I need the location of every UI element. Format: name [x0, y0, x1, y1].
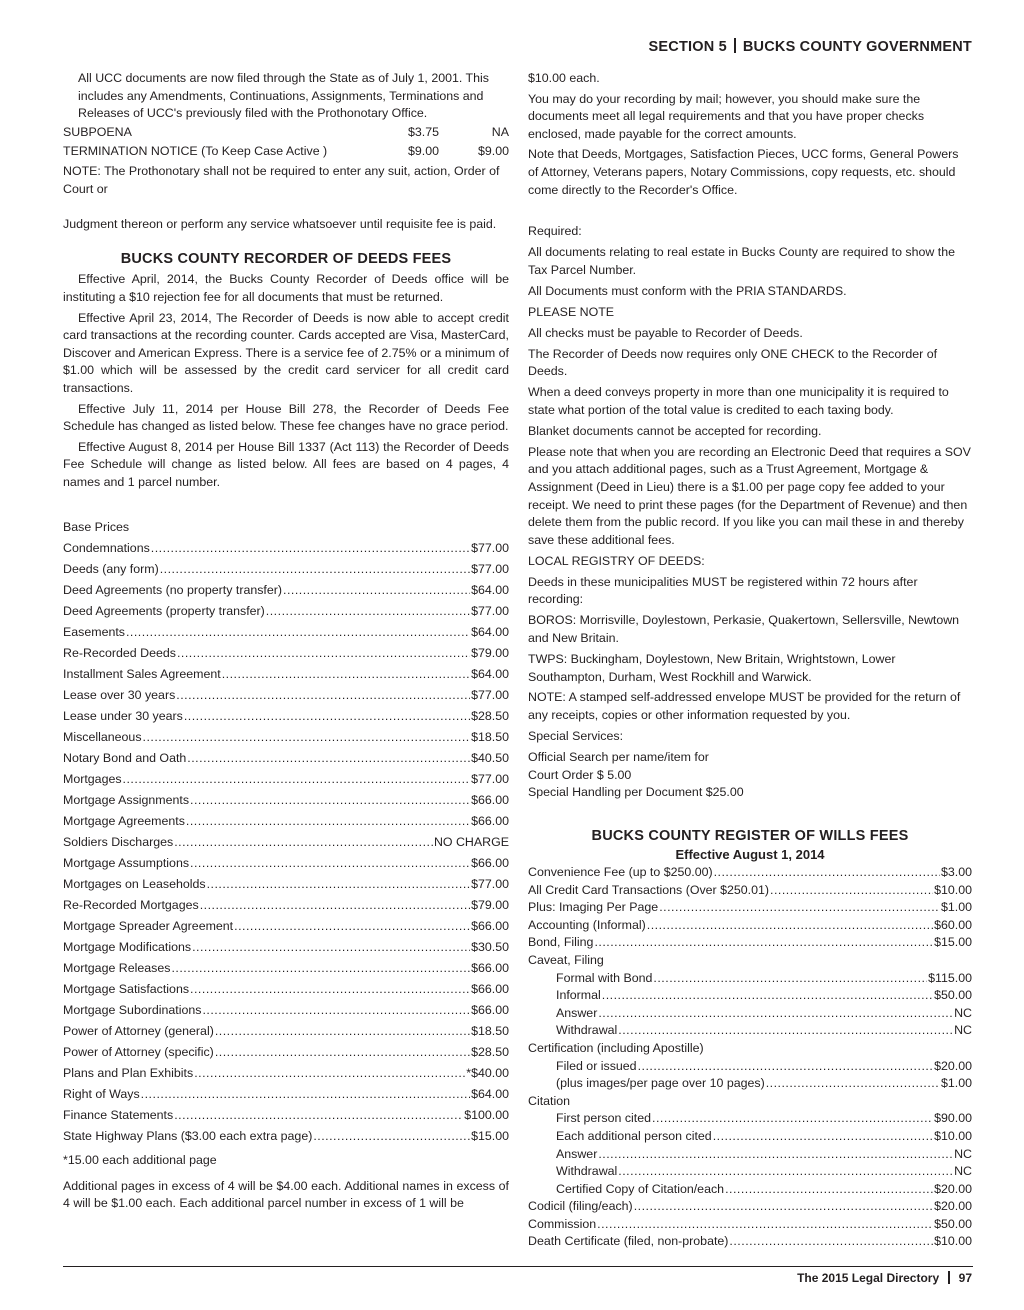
dot-leader — [190, 979, 470, 1000]
dot-leader — [160, 559, 470, 580]
fee-price: $3.00 — [940, 865, 972, 880]
fee-price: *$40.00 — [466, 1066, 509, 1081]
fee-row — [528, 882, 972, 900]
fee-row — [63, 769, 509, 790]
fee-category — [528, 952, 972, 970]
fee-price: $64.00 — [471, 667, 509, 682]
fee-name: Lease over 30 years — [63, 688, 176, 703]
special-services-list — [528, 749, 972, 802]
header-divider — [734, 38, 736, 53]
fee-row — [63, 1084, 509, 1105]
info-paragraph: You may do your recording by mail; however, you should make sure the documents meet all legal requirements and that you have proper checks enclosed, made payable for the correct amounts. — [528, 91, 925, 141]
dot-leader — [192, 937, 470, 958]
fee-name: Right of Ways — [63, 1087, 140, 1102]
ucc-paragraph: All UCC documents are now filed through the State as of July 1, 2001. This includes any Amendments, Continuations, Assignments, Terminations and Releases of UCC's previously filed with the Prothonotary Office. — [78, 71, 489, 121]
recorder-paragraph: Effective April, 2014, the Bucks County Recorder of Deeds office will be instituting a $10 rejection fee for all documents that must be returned. — [63, 272, 509, 304]
fee-name: Withdrawal — [556, 1164, 618, 1179]
info-paragraph: Note that Deeds, Mortgages, Satisfaction Pieces, UCC forms, General Powers of Attorney, Veterans papers, Notary Commissions, copy requests, etc. should come directly to the Recorder's Office. — [528, 147, 959, 197]
fee-row — [63, 853, 509, 874]
dot-leader — [141, 1084, 470, 1105]
info-paragraph: $10.00 each. — [528, 71, 600, 85]
fee-price: $77.00 — [471, 772, 509, 787]
fee-row — [528, 1146, 972, 1164]
special-service-item: Official Search per name/item for — [528, 750, 709, 765]
fee-price: $20.00 — [934, 1199, 972, 1214]
fee-row — [63, 706, 509, 727]
fee-amount: $9.00 — [407, 144, 439, 159]
dot-leader — [202, 1000, 470, 1021]
fee-name: Installment Sales Agreement — [63, 667, 221, 682]
recorder-paragraph: Effective August 8, 2014 per House Bill 1337 (Act 113) the Recorder of Deeds Fee Schedule will change as listed below. All fees are based on 4 pages, 4 names and 1 parcel number. — [63, 439, 509, 489]
fee-price: $77.00 — [471, 688, 509, 703]
fee-price: $66.00 — [471, 856, 509, 871]
fee-row — [528, 1216, 972, 1234]
prothonotary-fee-list — [63, 124, 509, 161]
dot-leader — [602, 987, 933, 1005]
fee-name: Power of Attorney (specific) — [63, 1045, 214, 1060]
dot-leader — [647, 917, 933, 935]
fee-price: $66.00 — [471, 814, 509, 829]
section-title: BUCKS COUNTY GOVERNMENT — [742, 39, 972, 55]
recorder-heading: BUCKS COUNTY RECORDER OF DEEDS FEES — [120, 250, 452, 267]
fee-row — [528, 864, 972, 882]
fee-row — [528, 1128, 972, 1146]
dot-leader — [177, 643, 470, 664]
fee-price: $40.50 — [471, 751, 509, 766]
fee-row — [63, 1000, 509, 1021]
fee-row — [63, 580, 509, 601]
fee-name: Mortgage Assignments — [63, 793, 190, 808]
fee-name: Easements — [63, 625, 125, 640]
fee-name: Answer — [556, 1146, 598, 1161]
fee-name: Deed Agreements (no property transfer) — [63, 583, 283, 598]
fee-name: All Credit Card Transactions (Over $250.01) — [528, 882, 770, 897]
fee-row — [63, 811, 509, 832]
fee-price: $77.00 — [471, 541, 509, 556]
spacer — [528, 202, 972, 223]
fee-name: First person cited — [556, 1111, 652, 1126]
fee-row — [63, 643, 509, 664]
fee-price: $50.00 — [934, 1216, 972, 1231]
requirement-paragraph: All Documents must conform with the PRIA STANDARDS. — [528, 283, 847, 298]
fee-price: $18.50 — [471, 1024, 509, 1039]
recorder-paragraph: Effective July 11, 2014 per House Bill 278, the Recorder of Deeds Fee Schedule has changed as listed below. These fee changes have no grace period. — [63, 401, 509, 434]
dot-leader — [174, 832, 433, 853]
fee-price: $66.00 — [471, 982, 509, 997]
footer-rule — [63, 1266, 973, 1267]
fee-row — [63, 832, 509, 853]
fee-price: $50.00 — [934, 988, 972, 1003]
fee-row — [63, 937, 509, 958]
fee-row — [528, 1075, 972, 1093]
fee-name: Codicil (filing/each) — [528, 1199, 633, 1214]
fee-name: Death Certificate (filed, non-probate) — [528, 1234, 729, 1249]
dot-leader — [653, 970, 927, 988]
fee-category-name: Citation — [528, 1093, 571, 1108]
dot-leader — [766, 1075, 940, 1093]
wills-fee-list — [528, 864, 972, 1251]
additional-fees-paragraph: Additional pages in excess of 4 will be $4.00 each. Additional names in excess of 4 will be $1.00 each. Each additional parcel number in excess of 1 will be — [63, 1178, 509, 1211]
fee-name: Finance Statements — [63, 1108, 174, 1123]
fee-price: NC — [954, 1005, 972, 1020]
wills-heading: BUCKS COUNTY REGISTER OF WILLS FEES — [591, 827, 909, 844]
fee-row — [63, 916, 509, 937]
fee-name: Convenience Fee (up to $250.00) — [528, 865, 713, 880]
requirement-paragraph: All documents relating to real estate in Bucks County are required to show the Tax Parcel Number. — [528, 245, 956, 277]
dot-leader — [713, 1128, 933, 1146]
fee-row — [63, 664, 509, 685]
fee-price: $90.00 — [934, 1111, 972, 1126]
footer-title: The 2015 Legal Directory — [797, 1271, 940, 1285]
fee-price: $15.00 — [471, 1129, 509, 1144]
dot-leader — [652, 1110, 933, 1128]
fee-name: Mortgage Assumptions — [63, 856, 190, 871]
requirement-paragraph: BOROS: Morrisville, Doylestown, Perkasie, Quakertown, Sellersville, Newtown and New Britain. — [528, 613, 960, 645]
recorder-price-list — [63, 538, 509, 1147]
fee-category — [528, 1040, 972, 1058]
requirement-paragraph: All checks must be payable to Recorder of Deeds. — [528, 325, 803, 340]
fee-row — [528, 917, 972, 935]
fee-name: Mortgage Spreader Agreement — [63, 919, 234, 934]
requirement-paragraph: PLEASE NOTE — [528, 304, 615, 319]
dot-leader — [184, 706, 470, 727]
fee-name: Informal — [556, 988, 601, 1003]
dot-leader — [190, 790, 470, 811]
dot-leader — [222, 664, 470, 685]
dot-leader — [126, 622, 470, 643]
fee-row — [63, 895, 509, 916]
fee-name: Answer — [556, 1005, 598, 1020]
fee-name: Deed Agreements (property transfer) — [63, 604, 265, 619]
fee-name: (plus images/per page over 10 pages) — [556, 1076, 765, 1091]
fee-price: $64.00 — [471, 583, 509, 598]
fee-name: Condemnations — [63, 541, 150, 556]
section-header — [649, 38, 972, 55]
fee-name: State Highway Plans ($3.00 each extra page) — [63, 1129, 313, 1144]
fee-name: Certified Copy of Citation/each — [556, 1181, 725, 1196]
footnote: *15.00 each additional page — [63, 1153, 217, 1168]
fee-price: $10.00 — [934, 882, 972, 897]
fee-price: $66.00 — [471, 919, 509, 934]
fee-name: Withdrawal — [556, 1023, 618, 1038]
dot-leader — [770, 882, 933, 900]
dot-leader — [143, 727, 471, 748]
fee-name: Bond, Filing — [528, 935, 594, 950]
fee-price: $77.00 — [471, 562, 509, 577]
dot-leader — [200, 895, 470, 916]
fee-name: Re-Recorded Mortgages — [63, 898, 199, 913]
dot-leader — [634, 1198, 933, 1216]
fee-name: Mortgages on Leaseholds — [63, 877, 206, 892]
fee-name: Power of Attorney (general) — [63, 1024, 214, 1039]
fee-name: Each additional person cited — [556, 1128, 712, 1143]
fee-name: Deeds (any form) — [63, 562, 159, 577]
fee-row — [63, 790, 509, 811]
dot-leader — [190, 853, 470, 874]
fee-price: $28.50 — [471, 709, 509, 724]
requirement-paragraph: TWPS: Buckingham, Doylestown, New Britain, Wrightstown, Lower Southampton, Durham, West Rockhill and Warwick. — [528, 651, 896, 684]
dot-leader — [725, 1181, 933, 1199]
dot-leader — [594, 934, 933, 952]
fee-row — [528, 1181, 972, 1199]
requirement-paragraph: Blanket documents cannot be accepted for recording. — [528, 423, 822, 438]
dot-leader — [638, 1058, 934, 1076]
page-number: 97 — [958, 1271, 972, 1285]
dot-leader — [187, 748, 470, 769]
dot-leader — [729, 1233, 933, 1251]
fee-amount: $3.75 — [407, 124, 439, 139]
fee-price: $77.00 — [471, 877, 509, 892]
fee-price: $1.00 — [940, 900, 972, 915]
requirement-paragraph: Special Services: — [528, 729, 624, 744]
requirement-paragraph: When a deed conveys property in more than one municipality it is required to state what portion of the total value is credited to each taxing body. — [528, 385, 949, 417]
dot-leader — [123, 769, 471, 790]
fee-row — [63, 1063, 509, 1084]
fee-price: NO CHARGE — [433, 835, 509, 850]
fee-price: $64.00 — [471, 625, 509, 640]
fee-row — [63, 979, 509, 1000]
fee-row — [63, 538, 509, 559]
requirement-paragraph: The Recorder of Deeds now requires only ONE CHECK to the Recorder of Deeds. — [528, 346, 938, 379]
dot-leader — [597, 1216, 933, 1234]
fee-row — [63, 748, 509, 769]
section-number: SECTION 5 — [648, 39, 727, 55]
fee-category-name: Certification (including Apostille) — [528, 1040, 704, 1055]
fee-price: $60.00 — [934, 917, 972, 932]
fee-row — [528, 1005, 972, 1023]
fee-price: $10.00 — [934, 1128, 972, 1143]
right-column — [528, 70, 972, 1251]
fee-row — [528, 1198, 972, 1216]
fee-row — [63, 622, 509, 643]
requirement-paragraph: Required: — [528, 224, 582, 239]
dot-leader — [283, 580, 470, 601]
recorder-paragraphs — [63, 271, 509, 491]
fee-price: NC — [954, 1146, 972, 1161]
fee-name: Mortgages — [63, 772, 122, 787]
dot-leader — [618, 1163, 953, 1181]
dot-leader — [215, 1021, 470, 1042]
requirement-paragraph: NOTE: A stamped self-addressed envelope MUST be provided for the return of any receipts, copies or other information requested by you. — [528, 690, 961, 723]
dot-leader — [215, 1042, 470, 1063]
footer — [797, 1271, 972, 1285]
recording-info — [528, 70, 972, 199]
dot-leader — [176, 685, 470, 706]
fee-price: $66.00 — [471, 793, 509, 808]
recorder-paragraph: Effective April 23, 2014, The Recorder of Deeds is now able to accept credit card transactions at the recording counter. Cards accepted are Visa, MasterCard, Discover and American Express. There is a service fee of 2.75% or a minimum of $1.00 which will be assessed by the credit card servicer for all credit card transactions. — [63, 310, 509, 395]
fee-name: Miscellaneous — [63, 730, 142, 745]
fee-name: Notary Bond and Oath — [63, 751, 187, 766]
fee-category-name: Caveat, Filing — [528, 952, 604, 967]
fee-name: Mortgage Agreements — [63, 814, 185, 829]
fee-name: TERMINATION NOTICE (To Keep Case Active ) — [63, 144, 328, 159]
fee-row — [528, 1233, 972, 1251]
fee-amount-alt: $9.00 — [477, 144, 509, 159]
fee-row — [528, 1110, 972, 1128]
fee-name: Commission — [528, 1216, 597, 1231]
dot-leader — [186, 811, 470, 832]
fee-price: $28.50 — [471, 1045, 509, 1060]
requirements-list — [528, 223, 972, 746]
fee-row — [528, 987, 972, 1005]
dot-leader — [598, 1005, 953, 1023]
fee-price: $79.00 — [471, 646, 509, 661]
fee-name: Formal with Bond — [556, 970, 653, 985]
fee-row — [63, 1042, 509, 1063]
fee-price: $18.50 — [471, 730, 509, 745]
requirement-paragraph: Please note that when you are recording an Electronic Deed that requires a SOV and you attach additional pages, such as a Trust Agreement, Mortgage & Assignment (Deed in Lieu) there is a $1.00 per page copy fee added to your receipt. We need to print these pages (for the Department of Revenue) and then delete them from the public record. If you like you can mail these in and thereby save these additional fees. — [528, 444, 971, 547]
wills-subheading: Effective August 1, 2014 — [675, 847, 825, 863]
fee-name: SUBPOENA — [63, 124, 132, 139]
fee-row — [528, 1058, 972, 1076]
fee-row — [63, 1126, 509, 1147]
fee-name: Mortgage Modifications — [63, 940, 192, 955]
dot-leader — [174, 1105, 463, 1126]
fee-name: Mortgage Releases — [63, 961, 171, 976]
fee-row — [528, 1163, 972, 1181]
dot-leader — [598, 1146, 953, 1164]
fee-name: Plans and Plan Exhibits — [63, 1066, 194, 1081]
fee-row — [63, 124, 509, 142]
requirement-paragraph: Deeds in these municipalities MUST be registered within 72 hours after recording: — [528, 574, 918, 607]
fee-price: $100.00 — [464, 1108, 509, 1123]
fee-price: $115.00 — [928, 970, 972, 985]
fee-row — [63, 143, 509, 161]
fee-price: $66.00 — [471, 961, 509, 976]
dot-leader — [313, 1126, 470, 1147]
fee-price: $20.00 — [934, 1181, 972, 1196]
fee-price: $1.00 — [940, 1076, 972, 1091]
fee-name: Plus: Imaging Per Page — [528, 900, 659, 915]
special-service-item: Court Order $ 5.00 — [528, 767, 632, 782]
prothonotary-note: NOTE: The Prothonotary shall not be required to enter any suit, action, Order of Court or — [63, 163, 500, 196]
dot-leader — [659, 899, 940, 917]
fee-name: Mortgage Subordinations — [63, 1003, 202, 1018]
dot-leader — [171, 958, 470, 979]
fee-price: $30.50 — [471, 940, 509, 955]
fee-name: Mortgage Satisfactions — [63, 982, 190, 997]
fee-row — [528, 934, 972, 952]
fee-price: $20.00 — [934, 1058, 972, 1073]
fee-row — [63, 685, 509, 706]
fee-price: $77.00 — [471, 604, 509, 619]
dot-leader — [618, 1022, 953, 1040]
requirement-paragraph: LOCAL REGISTRY OF DEEDS: — [528, 553, 705, 568]
fee-name: Soldiers Discharges — [63, 835, 174, 850]
base-prices-label: Base Prices — [63, 520, 130, 535]
fee-price: $15.00 — [934, 935, 972, 950]
fee-row — [528, 970, 972, 988]
fee-row — [63, 559, 509, 580]
fee-row — [63, 874, 509, 895]
fee-price: $79.00 — [471, 898, 509, 913]
dot-leader — [234, 916, 470, 937]
fee-name: Filed or issued — [556, 1058, 637, 1073]
dot-leader — [266, 601, 470, 622]
fee-row — [63, 1105, 509, 1126]
prothonotary-note-continued: Judgment thereon or perform any service whatsoever until requisite fee is paid. — [63, 217, 497, 232]
fee-row — [63, 601, 509, 622]
fee-price: NC — [954, 1164, 972, 1179]
fee-row — [63, 1021, 509, 1042]
special-service-item: Special Handling per Document $25.00 — [528, 785, 744, 800]
fee-row — [528, 899, 972, 917]
fee-price: $10.00 — [934, 1234, 972, 1249]
fee-name: Lease under 30 years — [63, 709, 183, 724]
fee-name: Re-Recorded Deeds — [63, 646, 176, 661]
dot-leader — [207, 874, 471, 895]
fee-name: Accounting (Informal) — [528, 917, 646, 932]
fee-row — [63, 958, 509, 979]
dot-leader — [151, 538, 470, 559]
fee-price: $64.00 — [471, 1087, 509, 1102]
fee-amount-alt: NA — [491, 124, 509, 139]
fee-row — [528, 1022, 972, 1040]
fee-category — [528, 1093, 972, 1111]
dot-leader — [194, 1063, 465, 1084]
fee-price: NC — [954, 1023, 972, 1038]
dot-leader — [714, 864, 940, 882]
left-column — [63, 70, 509, 1213]
footer-divider — [948, 1271, 950, 1284]
fee-row — [63, 727, 509, 748]
fee-price: $66.00 — [471, 1003, 509, 1018]
